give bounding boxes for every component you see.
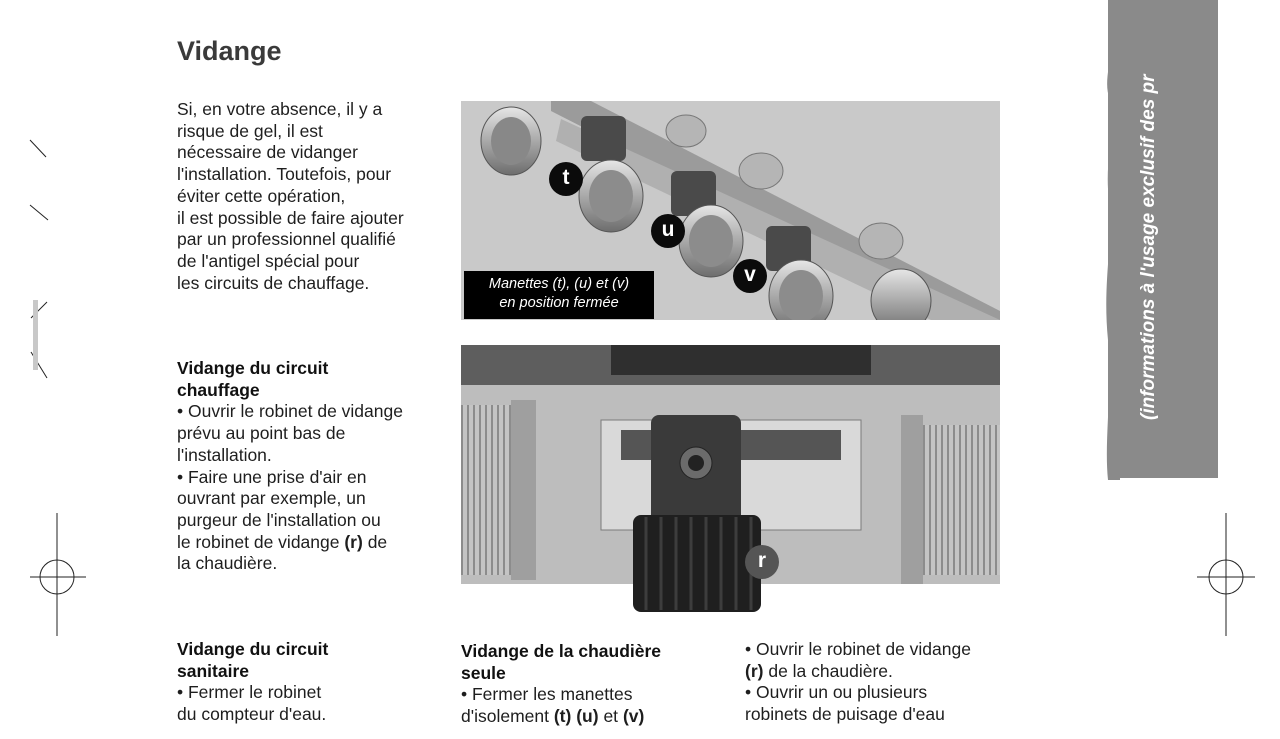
caption-line: Manettes (t), (u) et (v) (488, 276, 630, 292)
valve-ref-v: (v) (622, 706, 645, 727)
page-title: Vidange (177, 36, 282, 66)
right-line: • Ouvrir un ou plusieurs (745, 682, 928, 703)
marker-v: v (733, 259, 767, 293)
boiler-line (461, 706, 661, 728)
heating-text: de (367, 531, 388, 552)
heating-line: l'installation. (177, 444, 272, 465)
crop-mark (30, 140, 46, 157)
boiler-text: d'isolement (461, 706, 549, 727)
heating-line: la chaudière. (177, 553, 278, 574)
right-text: de la chaudière. (768, 660, 893, 681)
sidebar-torn-edge (1100, 40, 1120, 480)
valves-photo-caption (464, 271, 654, 319)
boiler-section (461, 641, 661, 728)
sidebar-band (1108, 0, 1218, 478)
heating-line: purgeur de l'installation ou (177, 509, 381, 530)
caption-line: en position fermée (499, 295, 619, 311)
heating-heading: Vidange du circuit (177, 358, 329, 378)
boiler-text: et (603, 706, 619, 727)
intro-line: de l'antigel spécial pour (177, 250, 360, 271)
sanitary-line: • Fermer le robinet (177, 682, 322, 703)
right-column (745, 639, 971, 726)
intro-line: il est possible de faire ajouter (177, 207, 404, 228)
intro-line: par un professionnel qualifié (177, 229, 396, 250)
right-line: robinets de puisage d'eau (745, 704, 945, 725)
valve-ref-t: (t) (553, 706, 572, 727)
heating-line: • Faire une prise d'air en (177, 466, 367, 487)
valve-ref-u: (u) (576, 706, 599, 727)
sanitary-section (177, 639, 328, 726)
marker-u: u (651, 214, 685, 248)
drain-valve-photo (461, 345, 1000, 612)
heating-section (177, 358, 403, 575)
intro-line: éviter cette opération, (177, 185, 346, 206)
marker-t: t (549, 162, 583, 196)
drain-valve-ref: (r) (745, 660, 764, 681)
crop-mark (30, 205, 48, 220)
drain-valve-ref: (r) (344, 531, 363, 552)
right-line (745, 661, 971, 683)
right-line: • Ouvrir le robinet de vidange (745, 639, 971, 659)
sanitary-heading: Vidange du circuit (177, 639, 329, 659)
intro-line: l'installation. Toutefois, pour (177, 164, 392, 185)
boiler-heading: Vidange de la chaudière (461, 641, 662, 661)
intro-line: les circuits de chauffage. (177, 272, 370, 293)
marker-r: r (745, 545, 779, 579)
boiler-line: • Fermer les manettes (461, 684, 633, 705)
intro-line: Si, en votre absence, il y a (177, 99, 383, 119)
sanitary-heading: sanitaire (177, 660, 249, 681)
intro-line: risque de gel, il est (177, 120, 323, 141)
sidebar-text: (informations à l'usage exclusif des pr (1138, 74, 1159, 420)
heating-line: • Ouvrir le robinet de vidange (177, 401, 403, 422)
sanitary-line: du compteur d'eau. (177, 704, 327, 725)
heating-line (177, 532, 403, 554)
heating-line: prévu au point bas de (177, 423, 346, 444)
heating-line: ouvrant par exemple, un (177, 488, 366, 509)
heating-heading: chauffage (177, 379, 260, 400)
intro-line: nécessaire de vidanger (177, 142, 358, 163)
intro-paragraph (177, 99, 404, 294)
boiler-heading: seule (461, 662, 506, 683)
heating-text: le robinet de vidange (177, 531, 340, 552)
